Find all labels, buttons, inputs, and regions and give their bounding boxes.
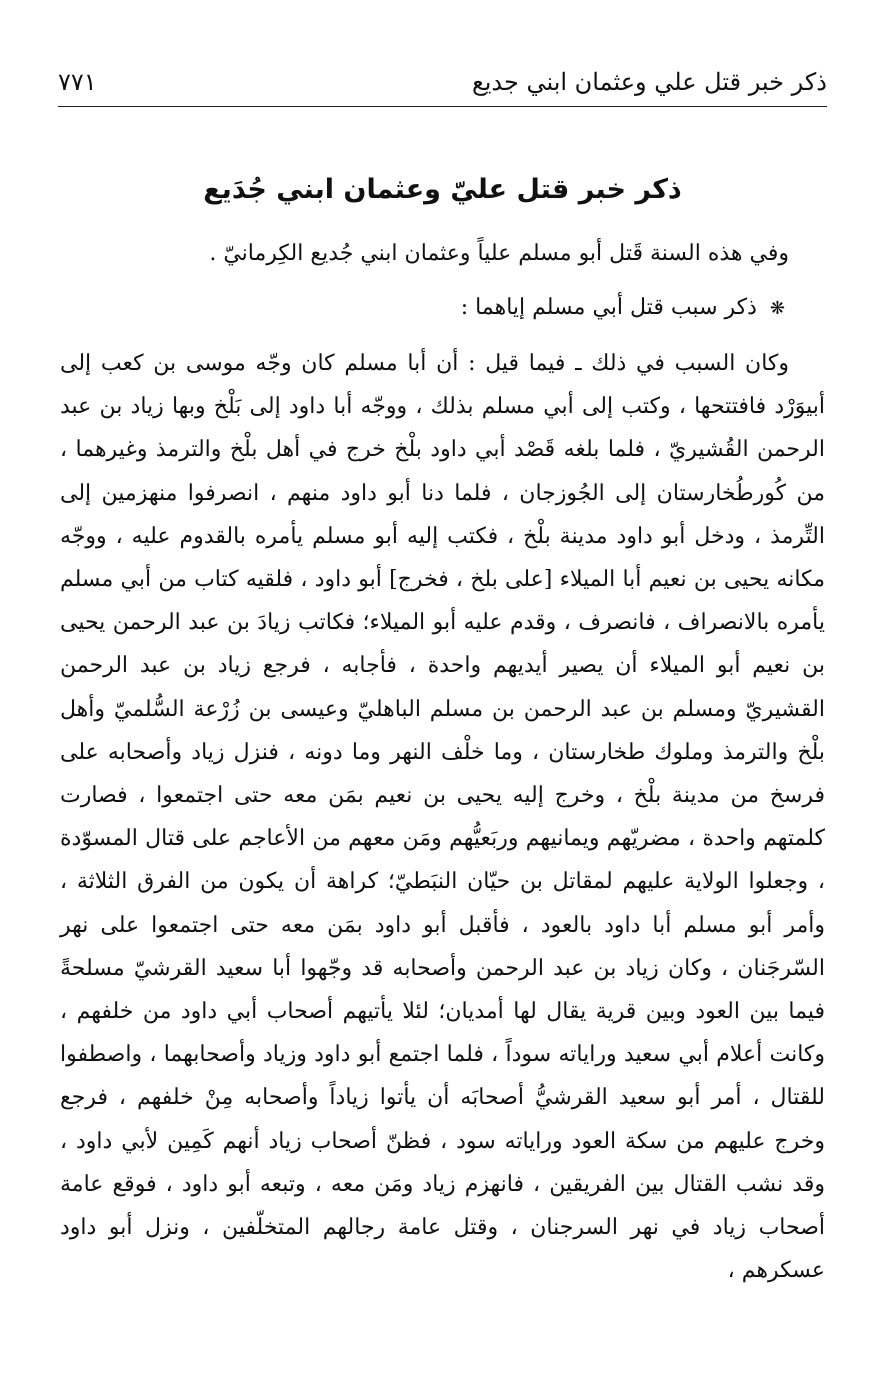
running-title: ذكر خبر قتل علي وعثمان ابني جديع [471, 68, 827, 96]
asterism-icon: ❋ [769, 298, 785, 319]
page-number: ٧٧١ [58, 68, 97, 96]
running-header [58, 62, 827, 107]
subheading-text: ذكر سبب قتل أبي مسلم إياهما : [460, 295, 757, 320]
intro-paragraph: وفي هذه السنة قَتل أبو مسلم علياً وعثمان ابني جُديع الكِرمانيّ . [209, 241, 789, 266]
section-subheading [60, 286, 785, 331]
body-paragraph: وكان السبب في ذلك ـ فيما قيل : أن أبا مسلم كان وجّه موسى بن كعب إلى أبيوَرْد فافتتحها ، وكتب إلى أبي مسلم بذلك ، ووجّه أبا داود إلى بَلْخ وبها زياد بن عبد الرحمن القُشيريّ ، فلما بلغه قَصْد أبي داود بلْخ خرج في أهل بلْخ والترمذ وغيرهما ، من كُورطُخارستان إلى الجُوزجان ، فلما دنا أبو داود منهم ، انصرفوا منهزمين إلى التِّرمذ ، ودخل أبو داود مدينة بلْخ ، فكتب إليه أبو مسلم يأمره بالقدوم عليه ، ووجّه مكانه يحيى بن نعيم أبا الميلاء [على بلخ ، فخرج] أبو داود ، فلقيه كتاب من أبي مسلم يأمره بالانصراف ، فانصرف ، وقدم عليه أبو الميلاء؛ فكاتب زيادَ بن عبد الرحمن يحيى بن نعيم أبو الميلاء أن يصير أيديهم واحدة ، فأجابه ، فرجع زياد بن عبد الرحمن القشيريّ ومسلم بن عبد الرحمن بن مسلم الباهليّ وعيسى بن زُرْعة السُّلميّ وأهل بلْخ والترمذ وملوك طخارستان ، وما خلْف النهر وما دونه ، فنزل زياد وأصحابه على فرسخ من مدينة بلْخ ، وخرج إليه يحيى بن نعيم بمَن معه حتى اجتمعوا ، فصارت كلمتهم واحدة ، مضريّهم ويمانيهم وربَعيُّهم ومَن معهم من الأعاجم على قتال المسوّدة ، وجعلوا الولاية عليهم لمقاتل بن حيّان النبَطيّ؛ كراهة أن يكون من الفرق الثلاثة ، وأمر أبو مسلم أبا داود بالعود ، فأقبل أبو داود بمَن معه حتى اجتمعوا على نهر السّرجَنان ، وكان زياد بن عبد الرحمن وأصحابه قد وجّهوا أبا سعيد القرشيّ مسلحةً فيما بين العود وبين قرية يقال لها أمديان؛ لئلا يأتيهم أصحاب أبي داود من خلفهم ، وكانت أعلام أبي سعيد وراياته سوداً ، فلما اجتمع أبو داود وزياد وأصحابهما ، واصطفوا للقتال ، أمر أبو سعيد القرشيُّ أصحابَه أن يأتوا زياداً وأصحابه مِنْ خلفهم ، فرجع وخرج عليهم من سكة العود وراياته سود ، فظنّ أصحاب زياد أنهم كَمِين لأبي داود ، وقد نشب القتال بين الفريقين ، فانهزم زياد ومَن معه ، وتبعه أبو داود ، فوقع عامة أصحاب زياد في نهر السرجنان ، وقتل عامة رجالهم المتخلّفين ، ونزل أبو داود عسكرهم ، [60, 351, 825, 1284]
chapter-heading: ذكر خبر قتل عليّ وعثمان ابني جُدَيع [203, 174, 682, 205]
